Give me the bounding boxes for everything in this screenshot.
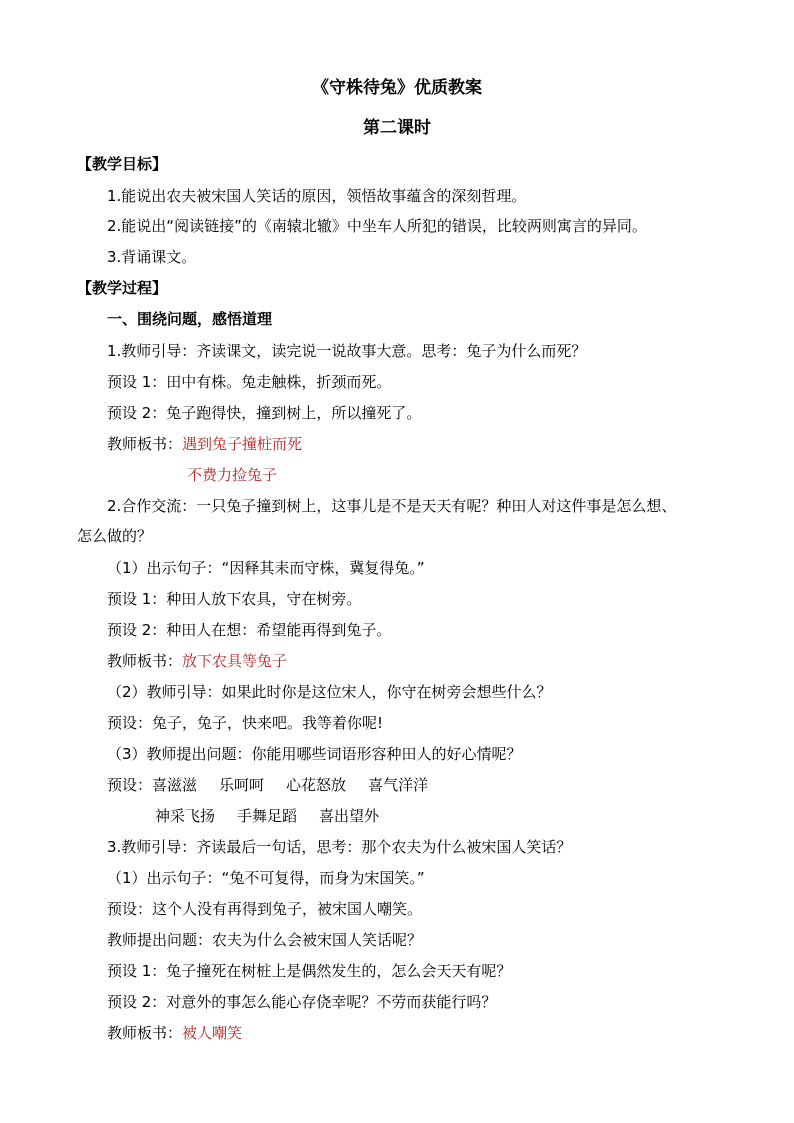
sub-step: （1）出示句子：“兔不可复得，而身为宋国笑。” <box>107 869 425 887</box>
step-paragraph-continued: 怎么做的？ <box>77 527 153 545</box>
preset-answer: 预设 1：兔子撞死在树桩上是偶然发生的，怎么会天天有呢？ <box>107 962 512 980</box>
part-heading: 一、围绕问题，感悟道理 <box>107 310 273 328</box>
preset-answer: 预设 1：田中有株。兔走触株，折颈而死。 <box>107 373 392 391</box>
section-heading-process: 【教学过程】 <box>77 279 168 297</box>
goal-item: 3.背诵课文。 <box>107 248 197 266</box>
board-text: 遇到兔子撞桩而死 <box>182 435 303 453</box>
teacher-question: 教师提出问题：农夫为什么会被宋国人笑话呢？ <box>107 931 423 949</box>
goal-item: 1.能说出农夫被宋国人笑话的原因，领悟故事蕴含的深刻哲理。 <box>107 187 527 205</box>
word: 手舞足蹈 <box>237 807 298 825</box>
goal-item: 2.能说出“阅读链接”的《南辕北辙》中坐车人所犯的错误，比较两则寓言的异同。 <box>107 217 647 235</box>
preset-answer: 预设 2：对意外的事怎么能心存侥幸呢？不劳而获能行吗？ <box>107 993 497 1011</box>
word: 神采飞扬 <box>155 807 216 825</box>
step-paragraph: 2.合作交流：一只兔子撞到树上，这事儿是不是天天有呢？种田人对这件事是怎么想、 <box>107 497 677 515</box>
word: 喜滋滋 <box>152 776 198 794</box>
preset-answer: 预设 2：兔子跑得快，撞到树上，所以撞死了。 <box>107 404 422 422</box>
section-heading-goals: 【教学目标】 <box>77 155 168 173</box>
word: 喜出望外 <box>319 807 380 825</box>
sub-step: （3）教师提出问题：你能用哪些词语形容种田人的好心情呢？ <box>107 745 522 763</box>
preset-label: 预设： <box>107 776 153 794</box>
board-line <box>107 1023 242 1043</box>
board-text: 被人嘲笑 <box>182 1024 243 1042</box>
step-paragraph: 1.教师引导：齐读课文，读完说一说故事大意。思考：兔子为什么而死？ <box>107 342 587 360</box>
board-label: 教师板书： <box>107 435 183 453</box>
sub-step: （1）出示句子：“因释其耒而守株，冀复得兔。” <box>107 559 425 577</box>
word: 乐呵呵 <box>219 776 265 794</box>
board-text: 不费力捡兔子 <box>187 466 278 484</box>
preset-answer: 预设 2：种田人在想：希望能再得到兔子。 <box>107 621 392 639</box>
preset-answer: 预设：这个人没有再得到兔子，被宋国人嘲笑。 <box>107 900 423 918</box>
document-subtitle: 第二课时 <box>363 118 431 138</box>
board-label: 教师板书： <box>107 1024 183 1042</box>
preset-answer: 预设 1：种田人放下农具，守在树旁。 <box>107 590 362 608</box>
step-paragraph: 3.教师引导：齐读最后一句话，思考：那个农夫为什么被宋国人笑话？ <box>107 838 572 856</box>
board-line <box>107 434 302 454</box>
word: 心花怒放 <box>286 776 347 794</box>
board-line <box>107 651 287 671</box>
document-title: 《守株待兔》优质教案 <box>312 78 482 98</box>
preset-answer: 预设：兔子，兔子，快来吧。我等着你呢! <box>107 714 384 732</box>
board-text: 放下农具等兔子 <box>182 652 288 670</box>
word-list-row <box>155 806 379 826</box>
board-label: 教师板书： <box>107 652 183 670</box>
word-list-row <box>107 775 428 795</box>
word: 喜气洋洋 <box>368 776 429 794</box>
sub-step: （2）教师引导：如果此时你是这位宋人，你守在树旁会想些什么？ <box>107 683 552 701</box>
